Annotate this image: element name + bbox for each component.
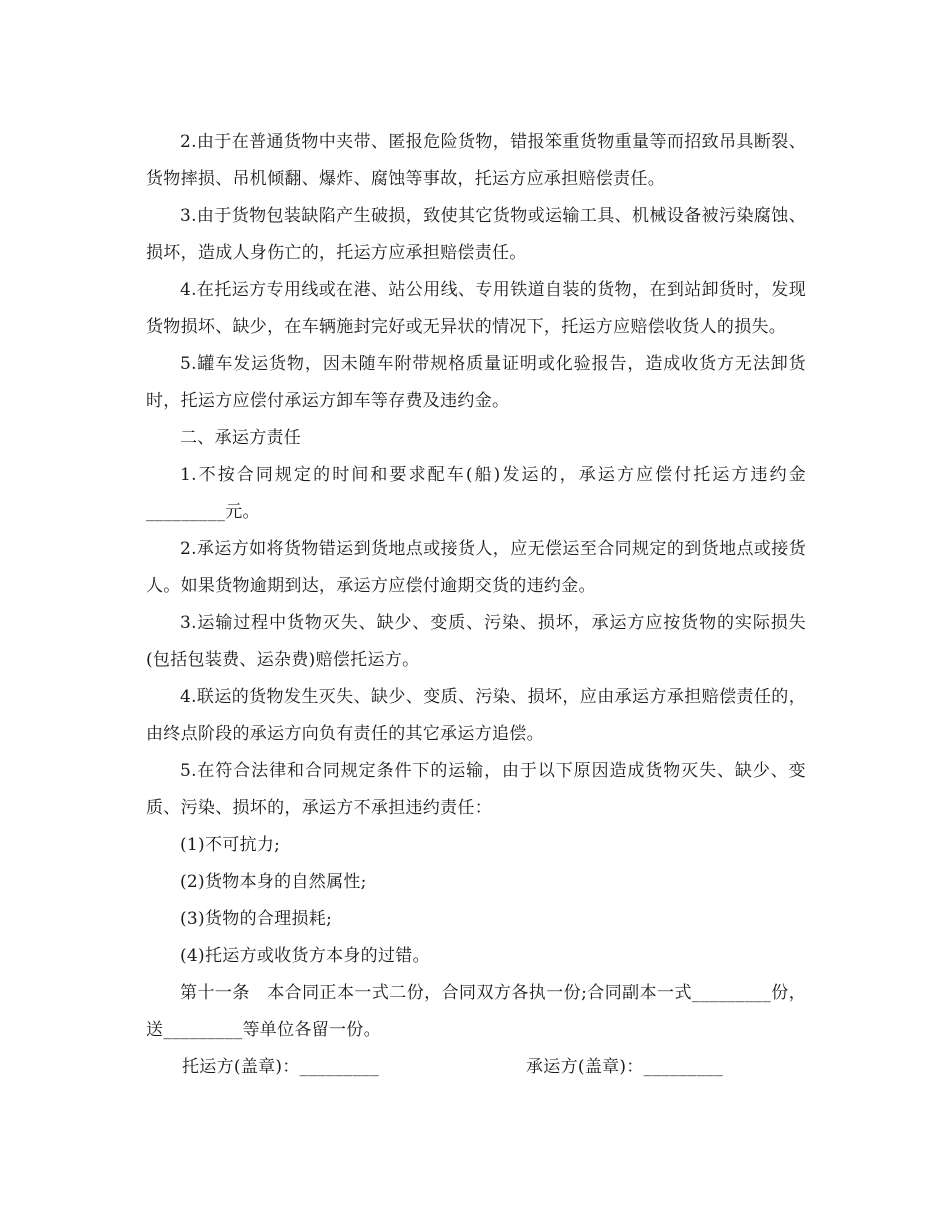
clause-paragraph: 2.承运方如将货物错运到货地点或接货人，应无偿运至合同规定的到货地点或接货人。如果货物逾期到达，承运方应偿付逾期交货的违约金。 [146,539,806,596]
signature-row [146,1049,806,1086]
clause-paragraph: 4.在托运方专用线或在港、站公用线、专用铁道自装的货物，在到站卸货时，发现货物损坏、缺少，在车辆施封完好或无异状的情况下，托运方应赔偿收货人的损失。 [146,280,806,337]
clause-paragraph: 1.不按合同规定的时间和要求配车(船)发运的，承运方应偿付托运方违约金_________元。 [146,465,806,522]
document-page [146,124,806,1086]
clause-paragraph: 2.由于在普通货物中夹带、匿报危险货物，错报笨重货物重量等而招致吊具断裂、货物摔损、吊机倾翻、爆炸、腐蚀等事故，托运方应承担赔偿责任。 [146,132,806,189]
list-item: (4)托运方或收货方本身的过错。 [180,946,430,966]
list-item: (1)不可抗力; [180,835,281,855]
article-eleven: 第十一条 本合同正本一式二份，合同双方各执一份;合同副本一式_________份，送_________等单位各留一份。 [146,983,806,1040]
section-heading: 二、承运方责任 [180,428,302,448]
clause-paragraph: 3.运输过程中货物灭失、缺少、变质、污染、损坏，承运方应按货物的实际损失(包括包装费、运杂费)赔偿托运方。 [146,613,806,670]
shipper-signature: 托运方(盖章)：_________ [182,1057,379,1077]
clause-paragraph: 5.在符合法律和合同规定条件下的运输，由于以下原因造成货物灭失、缺少、变质、污染、损坏的，承运方不承担违约责任： [146,761,806,818]
clause-paragraph: 5.罐车发运货物，因未随车附带规格质量证明或化验报告，造成收货方无法卸货时，托运方应偿付承运方卸车等存费及违约金。 [146,354,806,411]
clause-paragraph: 4.联运的货物发生灭失、缺少、变质、污染、损坏，应由承运方承担赔偿责任的，由终点阶段的承运方向负有责任的其它承运方追偿。 [146,687,806,744]
clause-paragraph: 3.由于货物包装缺陷产生破损，致使其它货物或运输工具、机械设备被污染腐蚀、损坏，造成人身伤亡的，托运方应承担赔偿责任。 [146,206,806,263]
list-item: (2)货物本身的自然属性; [180,872,367,892]
list-item: (3)货物的合理损耗; [180,909,333,929]
carrier-signature: 承运方(盖章)：_________ [526,1057,723,1077]
